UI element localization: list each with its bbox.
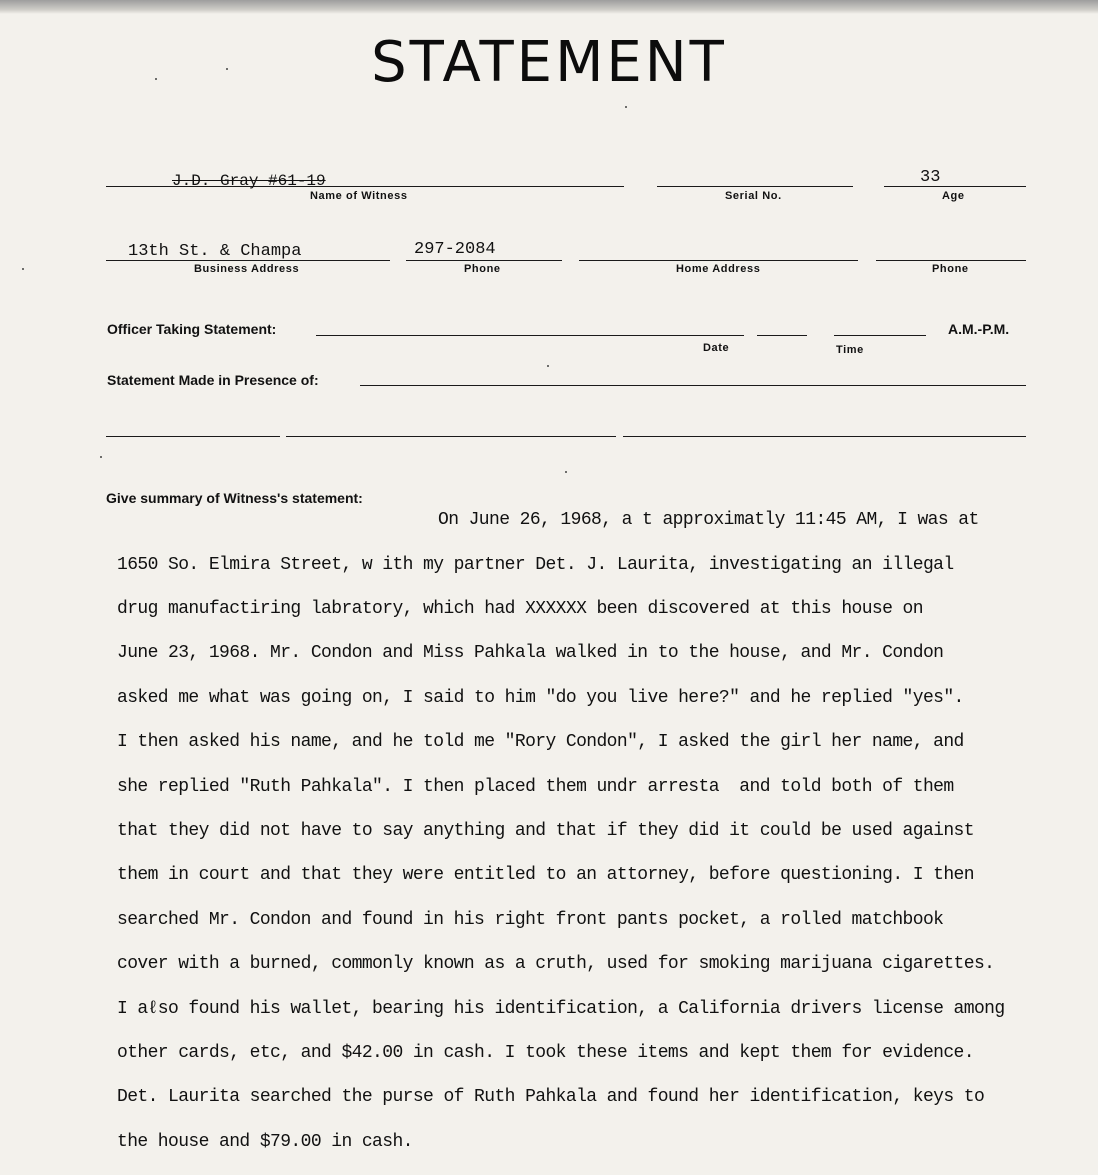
statement-line: I aℓso found his wallet, bearing his identification, a California drivers license among bbox=[117, 998, 1005, 1019]
statement-text bbox=[117, 487, 1005, 1175]
statement-line: On June 26, 1968, a t approximatly 11:45 AM, I was at bbox=[438, 510, 979, 531]
form-title: STATEMENT bbox=[371, 30, 727, 95]
statement-line: searched Mr. Condon and found in his right front pants pocket, a rolled matchbook bbox=[117, 909, 944, 930]
statement-line: I then asked his name, and he told me "Rory Condon", I asked the girl her name, and bbox=[117, 732, 964, 753]
home-phone-caption: Phone bbox=[932, 263, 969, 275]
extra-line-left bbox=[106, 436, 280, 437]
presence-line bbox=[360, 385, 1026, 386]
statement-line: 1650 So. Elmira Street, w ith my partner Det. J. Laurita, investigating an illegal bbox=[117, 554, 954, 575]
scan-speck bbox=[100, 456, 102, 458]
home-address-line bbox=[579, 260, 858, 261]
scan-top-edge bbox=[0, 0, 1098, 14]
statement-line: Det. Laurita searched the purse of Ruth Pahkala and found her identification, keys to bbox=[117, 1087, 985, 1108]
phone-value: 297-2084 bbox=[414, 240, 496, 259]
home-address-caption: Home Address bbox=[676, 263, 761, 275]
extra-line-mid bbox=[286, 436, 616, 437]
officer-line bbox=[316, 335, 744, 336]
name-caption: Name of Witness bbox=[310, 190, 408, 202]
statement-line: that they did not have to say anything and that if they did it could be used against bbox=[117, 821, 974, 842]
statement-line: drug manufactiring labratory, which had XXXXXX been discovered at this house on bbox=[117, 599, 923, 620]
time-caption: Time bbox=[836, 344, 864, 356]
business-address-caption: Business Address bbox=[194, 263, 300, 275]
statement-line: them in court and that they were entitled to an attorney, before questioning. I then bbox=[117, 865, 974, 886]
age-line bbox=[884, 186, 1026, 187]
extra-line-right bbox=[623, 436, 1026, 437]
age-caption: Age bbox=[942, 190, 965, 202]
statement-line: asked me what was going on, I said to him "do you live here?" and he replied "yes". bbox=[117, 687, 964, 708]
statement-line: other cards, etc, and $42.00 in cash. I took these items and kept them for evidence. bbox=[117, 1043, 974, 1064]
serial-caption: Serial No. bbox=[725, 190, 782, 202]
scan-speck bbox=[565, 471, 567, 473]
date-line bbox=[757, 335, 807, 336]
officer-label: Officer Taking Statement: bbox=[107, 321, 277, 337]
age-value: 33 bbox=[920, 168, 941, 187]
statement-line: June 23, 1968. Mr. Condon and Miss Pahkala walked in to the house, and Mr. Condon bbox=[117, 643, 944, 664]
home-phone-line bbox=[876, 260, 1026, 261]
summary-label: Give summary of Witness's statement: bbox=[106, 490, 363, 506]
date-caption: Date bbox=[703, 342, 730, 354]
scan-speck bbox=[22, 268, 24, 270]
time-line bbox=[834, 335, 926, 336]
phone-caption: Phone bbox=[464, 263, 501, 275]
statement-line: the house and $79.00 in cash. bbox=[117, 1131, 413, 1152]
witness-name-value: J.D. Gray #61-19 bbox=[172, 172, 326, 190]
phone-line bbox=[406, 260, 562, 261]
scan-speck bbox=[226, 68, 228, 70]
scan-speck bbox=[547, 365, 549, 367]
business-address-value: 13th St. & Champa bbox=[128, 242, 302, 261]
scan-speck bbox=[155, 78, 157, 80]
statement-line: cover with a burned, commonly known as a cruth, used for smoking marijuana cigarettes. bbox=[117, 954, 995, 975]
ampm-label: A.M.-P.M. bbox=[948, 321, 1010, 337]
serial-line bbox=[657, 186, 853, 187]
statement-line: she replied "Ruth Pahkala". I then placed them undr arresta and told both of them bbox=[117, 776, 954, 797]
scan-speck bbox=[625, 106, 627, 108]
presence-label: Statement Made in Presence of: bbox=[107, 372, 319, 388]
